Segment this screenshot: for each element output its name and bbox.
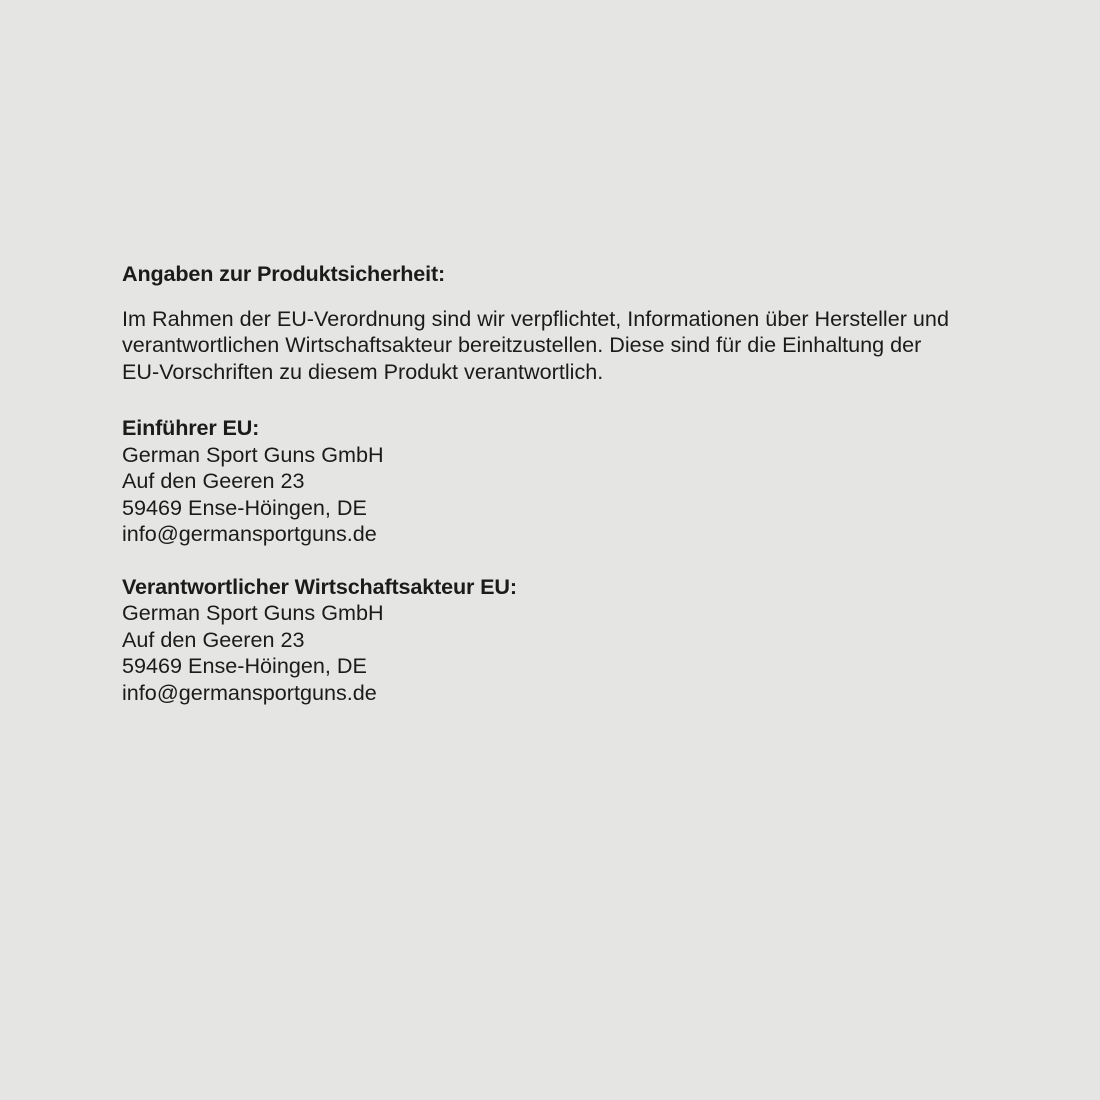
importer-section xyxy=(122,415,982,548)
responsible-actor-email-address: info@germansportguns.de xyxy=(122,679,377,705)
intro-line: verantwortlichen Wirtschaftsakteur bereitzustellen. Diese sind für die Einhaltung der xyxy=(122,332,922,357)
responsible-actor-label: Verantwortlicher Wirtschaftsakteur EU: xyxy=(122,573,517,599)
intro-paragraph xyxy=(122,306,982,386)
importer-label: Einführer EU: xyxy=(122,415,260,440)
responsible-actor-section xyxy=(122,574,982,707)
importer-city-address: 59469 Ense-Höingen, DE xyxy=(122,494,367,520)
intro-line: Im Rahmen der EU-Verordnung sind wir verpflichtet, Informationen über Hersteller und xyxy=(122,305,949,331)
responsible-actor-city-address: 59469 Ense-Höingen, DE xyxy=(122,653,367,678)
product-safety-heading: Angaben zur Produktsicherheit: xyxy=(122,261,446,286)
responsible-actor-company-name: German Sport Guns GmbH xyxy=(122,600,384,625)
importer-email-address: info@germansportguns.de xyxy=(122,521,377,546)
importer-company-name: German Sport Guns GmbH xyxy=(122,441,384,467)
responsible-actor-street-address: Auf den Geeren 23 xyxy=(122,626,305,652)
intro-line: EU-Vorschriften zu diesem Produkt verantwortlich. xyxy=(122,358,604,384)
product-safety-section xyxy=(122,261,982,732)
importer-street-address: Auf den Geeren 23 xyxy=(122,468,305,493)
